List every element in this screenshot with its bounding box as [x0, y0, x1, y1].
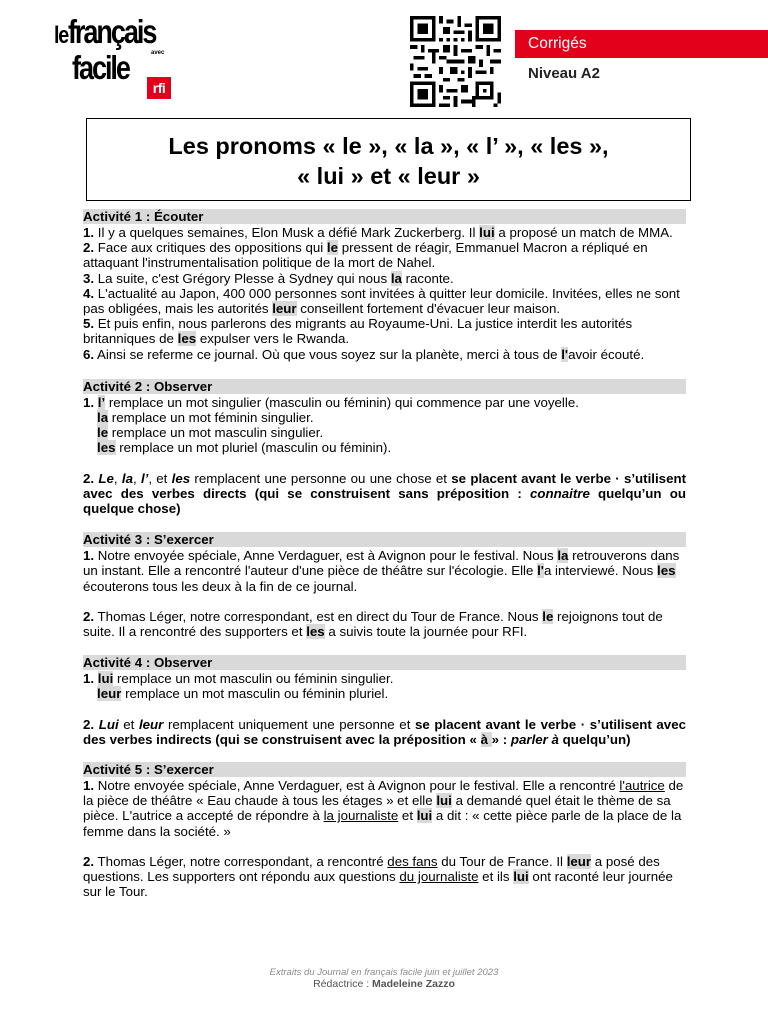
a1-item-3: 3. La suite, c'est Grégory Plesse à Sydney qui nous la raconte.	[83, 270, 454, 286]
a1-item-2: 2. Face aux critiques des oppositions qui le pressent de réagir, Emmanuel Macron a répliqué en attaquant l'instrumentalisation politique de la mort de Nahel.	[83, 240, 648, 271]
activity-5-heading: Activité 5 : S’exercer	[83, 762, 686, 777]
footer-author: Rédactrice : Madeleine Zazzo	[313, 978, 455, 990]
a4-line-2: leur remplace un mot masculin ou féminin pluriel.	[97, 686, 389, 702]
a2-line-4: les remplace un mot pluriel (masculin ou féminin).	[97, 440, 392, 456]
logo-avec: avec	[151, 50, 165, 56]
a4-line-1: 1. lui remplace un mot masculin ou féminin singulier.	[83, 671, 394, 687]
activity-3-heading: Activité 3 : S’exercer	[83, 532, 686, 547]
a3-paragraph-2: 2. Thomas Léger, notre correspondant, est en direct du Tour de France. Nous le rejoignons tout de suite. Il a rencontré des supporters et les a suivis toute la journée pour RFI.	[83, 608, 663, 640]
corriges-banner: Corrigés	[515, 30, 768, 58]
a2-line-2: la remplace un mot féminin singulier.	[97, 410, 314, 426]
a2-paragraph-2: 2. Le, la, l’, et les remplacent une personne ou une chose et se placent avant le verbe · s’utilisent avec des verbes directs (qui se construisent sans préposition : connaitre quelqu’un ou quelque chose)	[83, 470, 687, 517]
qr-code-icon	[408, 16, 503, 107]
a1-item-5: 5. Et puis enfin, nous parlerons des migrants au Royaume-Uni. La justice interdit les autorités britanniques de les expulser vers le Rwanda.	[83, 316, 633, 347]
rfi-logo: rfi	[147, 77, 171, 99]
logo-line2: facile	[72, 49, 129, 86]
level-label: Niveau A2	[528, 65, 600, 82]
logo	[54, 13, 170, 96]
title-box	[86, 118, 691, 201]
footer-source: Extraits du Journal en français facile juin et juillet 2023	[269, 967, 499, 978]
a2-line-3: le remplace un mot masculin singulier.	[97, 425, 324, 441]
activity-1-heading: Activité 1 : Écouter	[83, 209, 686, 224]
a1-item-6: 6. Ainsi se referme ce journal. Où que vous soyez sur la planète, merci à tous de l'avoir écouté.	[83, 346, 645, 362]
a2-line-1: 1. l’ remplace un mot singulier (masculin ou féminin) qui commence par une voyelle.	[83, 394, 579, 410]
a5-paragraph-2: 2. Thomas Léger, notre correspondant, a rencontré des fans du Tour de France. Il leur a posé des questions. Les supporters ont répondu aux questions du journaliste et ils lui ont raconté leur journée sur le Tour.	[83, 853, 673, 900]
a3-paragraph-1: 1. Notre envoyée spéciale, Anne Verdaguer, est à Avignon pour le festival. Nous la retrouverons dans un instant. Elle a rencontré l'auteur d'une pièce de théâtre sur l'écologie. Elle l'a interviewé. Nous les écouterons tous les deux à la fin de ce journal.	[83, 548, 680, 594]
activity-4-heading: Activité 4 : Observer	[83, 655, 686, 670]
activity-2-heading: Activité 2 : Observer	[83, 379, 686, 394]
corriges-content	[83, 209, 686, 900]
logo-line1: lefrançais	[54, 13, 156, 50]
a1-item-4: 4. L'actualité au Japon, 400 000 personnes sont invitées à quitter leur domicile. Invitées, elles ne sont pas obligées, mais les autorités leur conseillent fortement d'évacuer leur maison.	[83, 285, 680, 317]
page-title: Les pronoms « le », « la », « l’ », « les », « lui » et « leur »	[168, 133, 609, 189]
a1-item-1: 1. Il y a quelques semaines, Elon Musk a défié Mark Zuckerberg. Il lui a proposé un match de MMA.	[83, 225, 673, 240]
a4-paragraph-2: 2. Lui et leur remplacent uniquement une personne et se placent avant le verbe · s’utilisent avec des verbes indirects (qui se construisent avec la préposition « à » : parler à quelqu’un)	[83, 716, 686, 747]
a5-paragraph-1: 1. Notre envoyée spéciale, Anne Verdaguer, est à Avignon pour le festival. Elle a rencontré l'autrice de la pièce de théâtre « Eau chaude à tous les étages » et elle lui a demandé quel était le thème de sa pièce. L'autrice a accepté de répondre à la journaliste et lui a dit : « cette pièce parle de la place de la femme dans la société. »	[83, 778, 684, 839]
